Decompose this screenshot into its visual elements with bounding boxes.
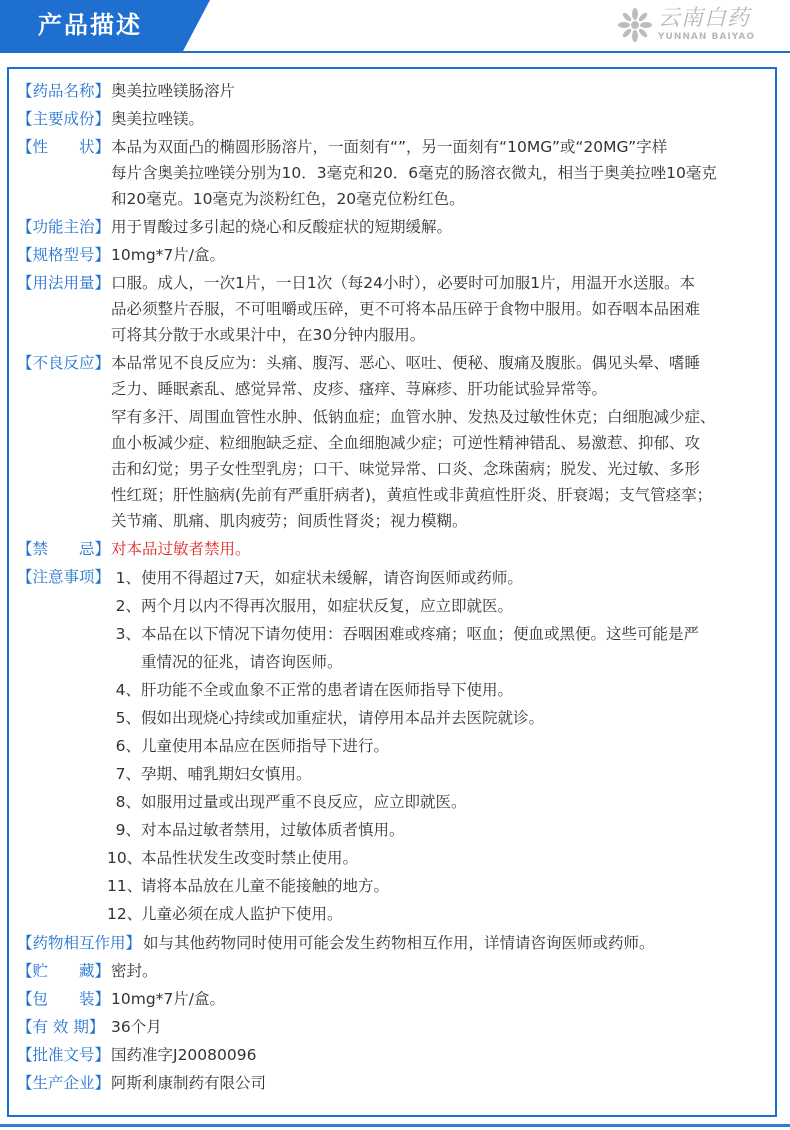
text-line: 孕期、哺乳期妇女慎用。 — [141, 765, 312, 783]
logo-chinese-text: 云南白药 — [658, 6, 751, 31]
item-number: 11、 — [107, 877, 143, 895]
list-item — [111, 704, 779, 732]
text-line: 儿童使用本品应在医师指导下进行。 — [141, 737, 390, 755]
item-number: 12、 — [107, 905, 143, 923]
list-item — [111, 788, 779, 816]
field-label: 【用法用量】 — [17, 274, 111, 292]
text-line: 对本品过敏者禁用，过敏体质者慎用。 — [141, 821, 405, 839]
field-label: 【禁 忌】 — [17, 540, 111, 558]
field-value — [111, 134, 779, 212]
brand-logo — [618, 6, 768, 46]
field-label: 【不良反应】 — [17, 354, 111, 372]
text-line: 血小板减少症、粒细胞缺乏症、全血细胞减少症；可逆性精神错乱、易激惹、抑郁、攻 — [111, 434, 701, 452]
list-item — [111, 564, 779, 592]
text-line: 两个月以内不得再次服用，如症状反复，应立即就医。 — [141, 597, 514, 615]
field-value: 奥美拉唑镁肠溶片 — [111, 82, 236, 100]
list-item — [111, 620, 779, 676]
text-line: 本品性状发生改变时禁止使用。 — [141, 849, 359, 867]
field-value: 密封。 — [111, 962, 158, 980]
text-line: 击和幻觉；男子女性型乳房；口干、味觉异常、口炎、念珠菌病；脱发、光过敏、多形 — [111, 460, 701, 478]
field-label: 【批准文号】 — [17, 1046, 111, 1064]
field-value: 10mg*7片/盒。 — [111, 246, 225, 264]
list-item — [107, 872, 779, 900]
caution-list — [107, 564, 779, 928]
field-approval — [17, 1042, 779, 1068]
field-label: 【功能主治】 — [17, 218, 111, 236]
field-value: 对本品过敏者禁用。 — [111, 540, 251, 558]
item-number: 5、 — [115, 709, 141, 727]
text-line: 重情况的征兆，请咨询医师。 — [141, 653, 343, 671]
field-contraindication — [17, 536, 779, 562]
list-item — [107, 900, 779, 928]
field-label: 【主要成份】 — [17, 110, 111, 128]
field-value: 国药准字J20080096 — [111, 1046, 257, 1064]
field-label: 【规格型号】 — [17, 246, 111, 264]
field-storage — [17, 958, 779, 984]
field-caution — [17, 564, 779, 928]
text-line: 可将其分散于水或果汁中，在30分钟内服用。 — [111, 326, 426, 344]
item-number: 1、 — [115, 569, 141, 587]
list-item — [111, 592, 779, 620]
field-label: 【生产企业】 — [17, 1074, 111, 1092]
field-label: 【包 装】 — [17, 990, 111, 1008]
text-line: 品必须整片吞服，不可咀嚼或压碎，更不可将本品压碎于食物中服用。如吞咽本品困难 — [111, 300, 701, 318]
field-indication — [17, 214, 779, 240]
text-line: 性红斑；肝性脑病(先前有严重肝病者)，黄疸性或非黄疸性肝炎、肝衰竭；支气管痉挛； — [111, 486, 713, 504]
field-value: 奥美拉唑镁。 — [111, 110, 205, 128]
field-spec — [17, 242, 779, 268]
bottom-divider — [0, 1124, 790, 1127]
field-value: 36个月 — [111, 1018, 162, 1036]
field-manufacturer — [17, 1070, 779, 1096]
list-item — [107, 844, 779, 872]
text-line: 本品常见不良反应为：头痛、腹泻、恶心、呕吐、便秘、腹痛及腹胀。偶见头晕、嗜睡 — [111, 354, 701, 372]
text-line: 肝功能不全或血象不正常的患者请在医师指导下使用。 — [141, 681, 514, 699]
field-label: 【药品名称】 — [17, 82, 111, 100]
field-label: 【注意事项】 — [17, 568, 111, 586]
text-line: 罕有多汗、周围血管性水肿、低钠血症；血管水肿、发热及过敏性休克；白细胞减少症、 — [111, 408, 716, 426]
field-label: 【性 状】 — [17, 138, 111, 156]
logo-english-text: YUNNAN BAIYAO — [658, 32, 755, 42]
text-line: 本品在以下情况下请勿使用：吞咽困难或疼痛；呕血；便血或黑便。这些可能是严 — [141, 625, 700, 643]
field-value: 10mg*7片/盒。 — [111, 990, 225, 1008]
field-ingredient — [17, 106, 779, 132]
text-line: 每片含奥美拉唑镁分别为10．3毫克和20．6毫克的肠溶衣微丸，相当于奥美拉唑10毫克 — [111, 164, 717, 182]
lotus-emblem-icon — [618, 8, 652, 42]
field-usage — [17, 270, 779, 348]
text-line: 如服用过量或出现严重不良反应，应立即就医。 — [141, 793, 467, 811]
text-line: 使用不得超过7天，如症状未缓解，请咨询医师或药师。 — [141, 569, 523, 587]
item-number: 2、 — [115, 597, 141, 615]
item-number: 9、 — [115, 821, 141, 839]
page-title: 产品描述 — [38, 11, 142, 39]
field-label: 【有 效 期】 — [17, 1018, 105, 1036]
product-description — [17, 78, 779, 1096]
field-value: 用于胃酸过多引起的烧心和反酸症状的短期缓解。 — [111, 218, 453, 236]
field-property — [17, 134, 779, 212]
text-line: 请将本品放在儿童不能接触的地方。 — [141, 877, 390, 895]
field-label: 【药物相互作用】 — [17, 934, 142, 952]
field-package — [17, 986, 779, 1012]
field-validity — [17, 1014, 779, 1040]
page-header — [0, 0, 790, 53]
field-label: 【贮 藏】 — [17, 962, 111, 980]
item-number: 4、 — [115, 681, 141, 699]
item-number: 10、 — [107, 849, 143, 867]
field-interaction — [17, 930, 779, 956]
list-item — [111, 760, 779, 788]
field-value — [111, 270, 779, 348]
field-value: 阿斯利康制药有限公司 — [111, 1074, 267, 1092]
text-line: 关节痛、肌痛、肌肉疲劳；间质性肾炎；视力模糊。 — [111, 512, 468, 530]
field-name — [17, 78, 779, 104]
text-line: 口服。成人，一次1片，一日1次（每24小时），必要时可加服1片，用温开水送服。本 — [111, 274, 696, 292]
text-line: 和20毫克。10毫克为淡粉红色，20毫克位粉红色。 — [111, 190, 465, 208]
list-item — [111, 732, 779, 760]
text-line: 假如出现烧心持续或加重症状，请停用本品并去医院就诊。 — [141, 709, 545, 727]
text-line: 儿童必须在成人监护下使用。 — [141, 905, 343, 923]
field-value — [111, 350, 779, 534]
item-number: 8、 — [115, 793, 141, 811]
field-adverse — [17, 350, 779, 534]
item-number: 6、 — [115, 737, 141, 755]
item-number: 3、 — [115, 625, 141, 643]
text-line: 乏力、睡眠紊乱、感觉异常、皮疹、瘙痒、荨麻疹、肝功能试验异常等。 — [111, 380, 608, 398]
list-item — [111, 676, 779, 704]
list-item — [111, 816, 779, 844]
item-number: 7、 — [115, 765, 141, 783]
field-value: 如与其他药物同时使用可能会发生药物相互作用，详情请咨询医师或药师。 — [143, 934, 655, 952]
text-line: 本品为双面凸的椭圆形肠溶片，一面刻有“”，另一面刻有“10MG”或“20MG”字样 — [111, 138, 668, 156]
